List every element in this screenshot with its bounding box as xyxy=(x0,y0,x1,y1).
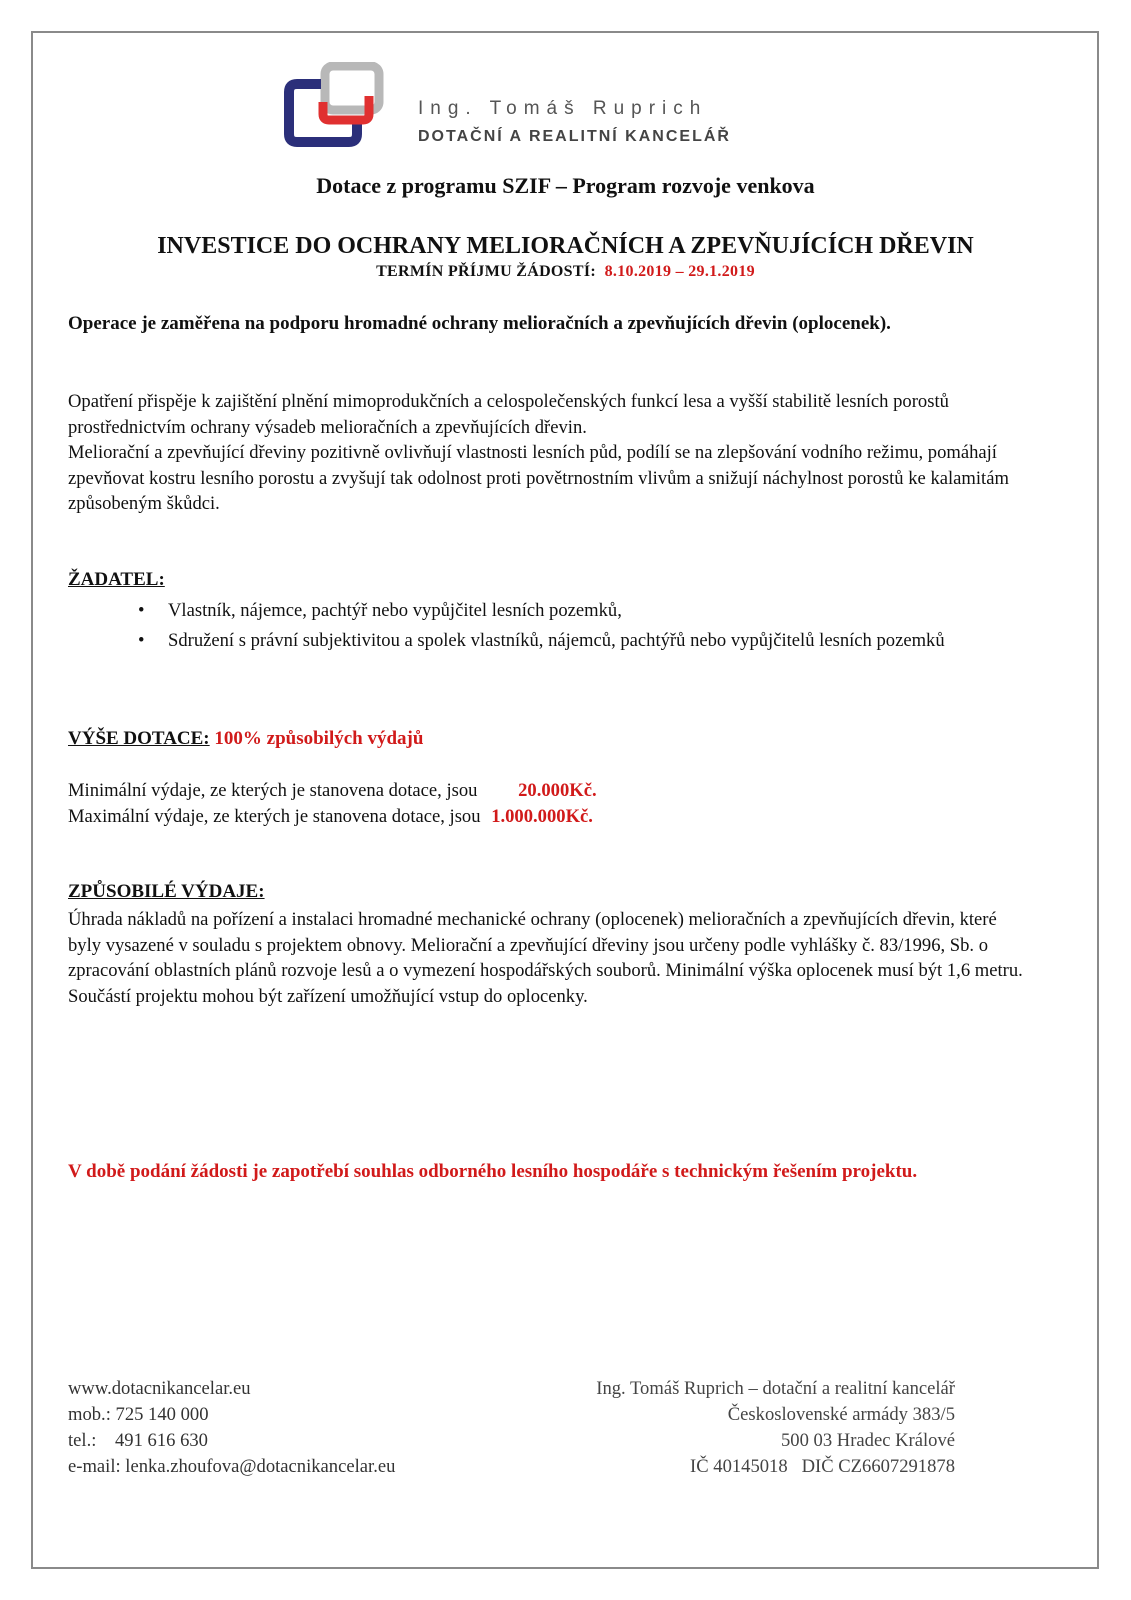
applicant-list xyxy=(138,598,1038,657)
company-logo-icon xyxy=(283,62,388,148)
footer-contacts xyxy=(68,1376,395,1480)
eligible-text: Úhrada nákladů na pořízení a instalaci hromadné mechanické ochrany (oplocenek) melioračních a zpevňujících dřevin, které byly vysazené v souladu s projektem obnovy. Meliorační a zpevňující dřeviny jsou určeny podle vyhlášky č. 83/1996, Sb. o zpracování oblastních plánů rozvoje lesů a o vymezení hospodářských souborů. Minimální výška oplocenek musí být 1,6 metru. Součástí projektu mohou být zařízení umožňující vstup do oplocenky. xyxy=(68,909,1023,1007)
bullet-icon: • xyxy=(138,629,145,651)
footer-mobile: mob.: 725 140 000 xyxy=(68,1404,209,1425)
footer-city: 500 03 Hradec Králové xyxy=(781,1430,955,1451)
term-label: TERMÍN PŘÍJMU ŽÁDOSTÍ: xyxy=(376,263,597,280)
footer-address xyxy=(596,1376,955,1480)
footer-street: Československé armády 383/5 xyxy=(727,1404,955,1425)
description-paragraph: Meliorační a zpevňující dřeviny pozitivně ovlivňují vlastnosti lesních půd, podílí se na zlepšování vodního režimu, pomáhají zpevňovat kostru lesního porostu a zvyšují tak odolnost proti povětrnostním vlivům a snižují náchylnost porostů ke kalamitám způsobeným škůdci. xyxy=(68,442,1009,514)
document-title: INVESTICE DO OCHRANY MELIORAČNÍCH A ZPEVŇUJÍCÍCH DŘEVIN xyxy=(157,233,974,259)
description-block xyxy=(68,389,1058,517)
footer-company: Ing. Tomáš Ruprich – dotační a realitní kancelář xyxy=(596,1378,955,1399)
list-item: • Vlastník, nájemce, pachtýř nebo vypůjčitel lesních pozemků, xyxy=(138,598,1038,624)
list-item: • Sdružení s právní subjektivitou a spolek vlastníků, nájemců, pachtýřů nebo vypůjčitelů lesních pozemků xyxy=(138,628,1038,654)
subsidy-heading: VÝŠE DOTACE: xyxy=(68,728,210,749)
max-expense-row xyxy=(68,806,593,828)
application-term xyxy=(0,263,1131,281)
description-paragraph: Opatření přispěje k zajištění plnění mimoprodukčních a celospolečenských funkcí lesa a vyšší stabilitě lesních porostů prostřednictvím ochrany výsadeb melioračních a zpevňujících dřevin. xyxy=(68,391,949,438)
footer-phone: tel.: 491 616 630 xyxy=(68,1430,208,1451)
logo-company-name: Ing. Tomáš Ruprich xyxy=(418,98,708,119)
logo-company-subtitle: DOTAČNÍ A REALITNÍ KANCELÁŘ xyxy=(418,128,731,145)
bullet-icon: • xyxy=(138,600,145,621)
term-value: 8.10.2019 – 29.1.2019 xyxy=(604,263,755,280)
program-title: Dotace z programu SZIF – Program rozvoje venkova xyxy=(316,173,815,198)
footer-ids: IČ 40145018 DIČ CZ6607291878 xyxy=(690,1456,955,1477)
min-expense-value: 20.000Kč. xyxy=(518,780,597,801)
warning-note: V době podání žádosti je zapotřebí souhlas odborného lesního hospodáře s technickým řešením projektu. xyxy=(68,1161,918,1182)
min-expense-row xyxy=(68,780,597,802)
applicant-heading: ŽADATEL: xyxy=(68,569,165,590)
subsidy-section xyxy=(68,728,423,750)
footer-email: e-mail: lenka.zhoufova@dotacnikancelar.eu xyxy=(68,1456,396,1477)
max-expense-label: Maximální výdaje, ze kterých je stanovena dotace, jsou xyxy=(68,806,481,827)
min-expense-label: Minimální výdaje, ze kterých je stanovena dotace, jsou xyxy=(68,780,478,801)
max-expense-value: 1.000.000Kč. xyxy=(491,806,593,827)
subsidy-value: 100% způsobilých výdajů xyxy=(214,728,424,749)
eligible-heading: ZPŮSOBILÉ VÝDAJE: xyxy=(68,881,265,902)
intro-statement: Operace je zaměřena na podporu hromadné ochrany melioračních a zpevňujících dřevin (oplocenek). xyxy=(68,313,891,334)
footer-website: www.dotacnikancelar.eu xyxy=(68,1378,251,1399)
